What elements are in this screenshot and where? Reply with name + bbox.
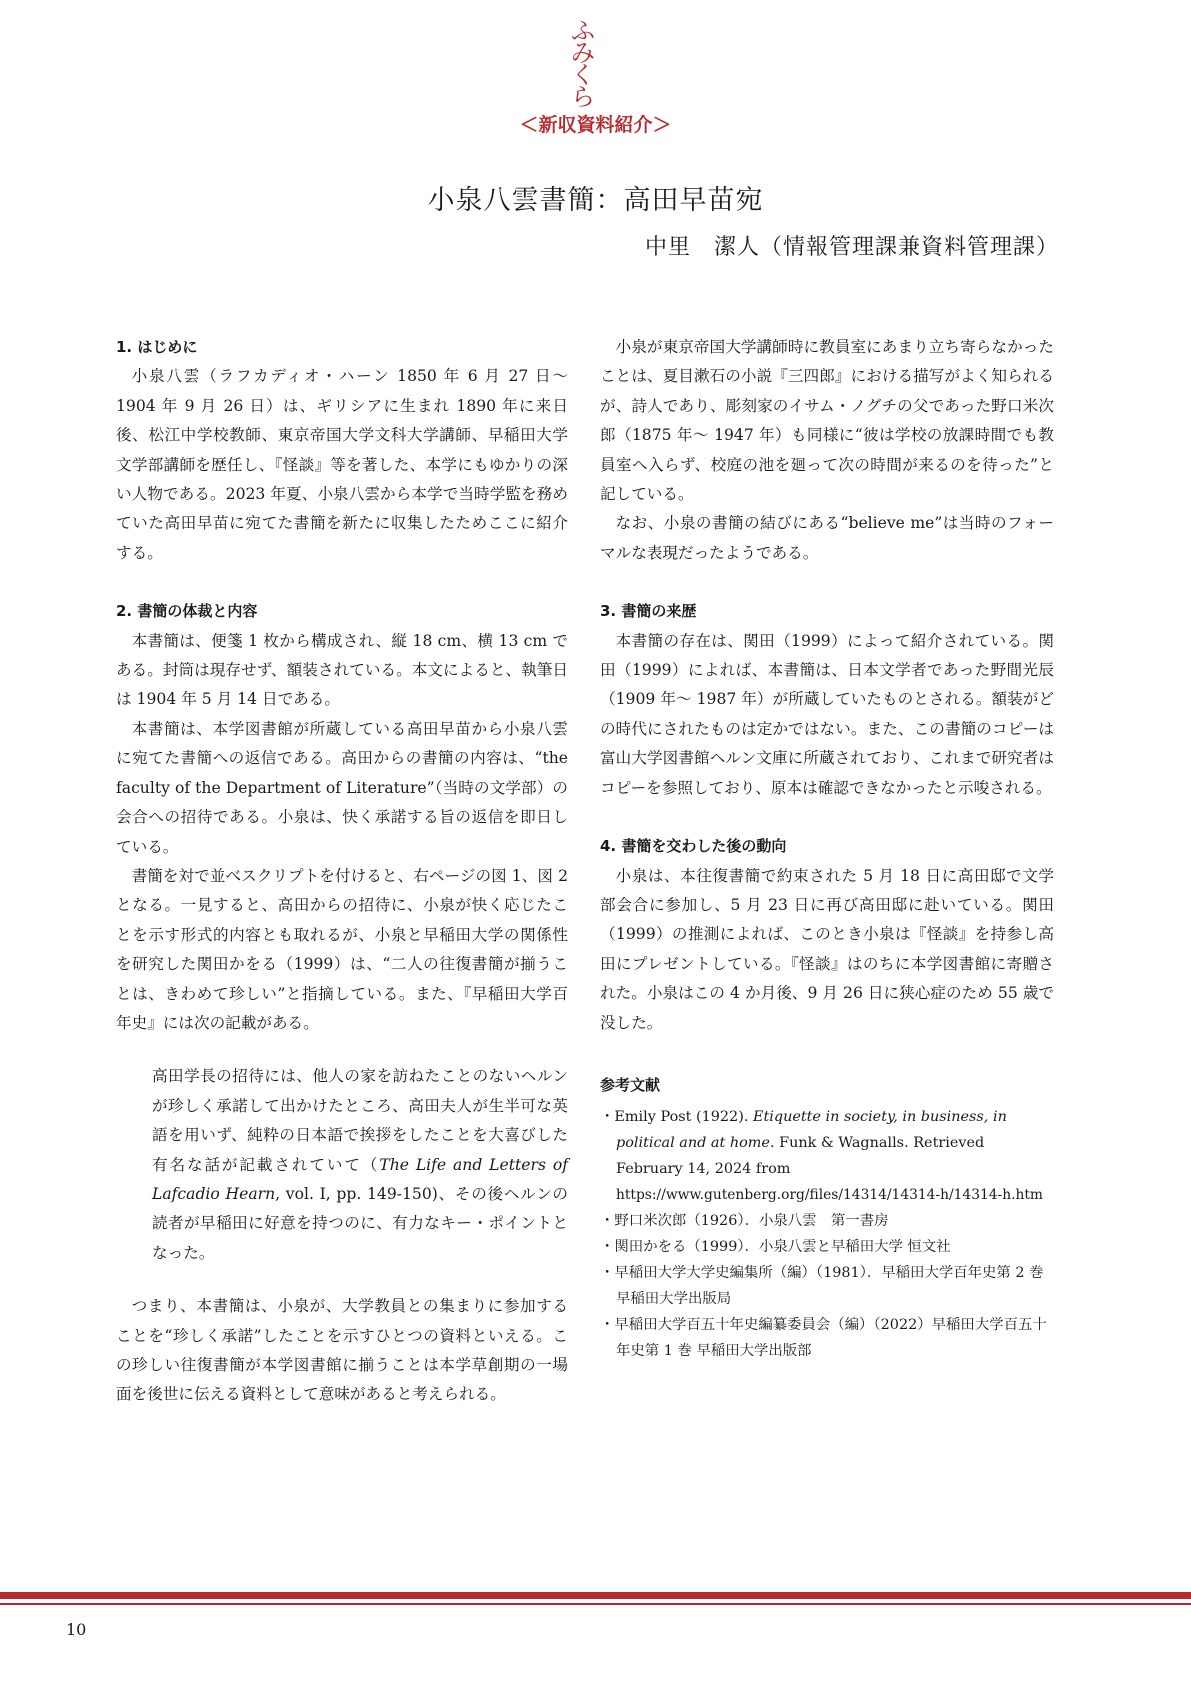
footer-rule-thick bbox=[0, 1592, 1191, 1599]
ref1-publisher: . Funk & Wagnalls. Retrieved February 14, 2024 from bbox=[616, 1135, 985, 1178]
section-heading-after: 4. 書簡を交わした後の動向 bbox=[600, 837, 787, 856]
ref1-url: https://www.gutenberg.org/files/14314/14314-h/14314-h.htm bbox=[616, 1187, 1043, 1204]
quote-text-b: , vol. I, pp. 149-150)、その後ヘルンの読者が早稲田に好意を持つのに、有力なキー・ポイントとなった。 bbox=[152, 1184, 568, 1262]
reference-item: ・ 早稲田大学大学史編集所（編）（1981）．早稲田大学百年史第 2 巻 早稲田大学出版局 bbox=[600, 1260, 1054, 1312]
page-number: 10 bbox=[66, 1620, 87, 1639]
author-line: 中里 潔人（情報管理課兼資料管理課） bbox=[644, 235, 1059, 260]
page-title: 小泉八雲書簡：高田早苗宛 bbox=[427, 185, 764, 216]
section-heading-provenance: 3. 書簡の来歴 bbox=[600, 602, 697, 621]
section-tag: ＜新収資料紹介＞ bbox=[519, 114, 672, 136]
form-paragraph-4: つまり、本書簡は、小泉が、大学教員との集まりに参加することを“珍しく承諾”したことを示すひとつの資料といえる。この珍しい往復書簡が本学図書館に揃うことは本学草創期の一場面を後世に伝える資料として意味があると考えられる。 bbox=[116, 1297, 568, 1404]
ref1-author: Emily Post (1922). bbox=[614, 1109, 753, 1126]
brand-char: く bbox=[571, 61, 595, 89]
right-paragraph-1: 小泉が東京帝国大学講師時に教員室にあまり立ち寄らなかったことは、夏目漱石の小説『三四郎』における描写がよく知られるが、詩人であり、彫刻家のイサム・ノグチの父であった野口米次郎（1875 年～ 1947 年）も同様に“彼は学校の放課時間でも教員室へ入らず、校庭の池を廻って次の時間が来るのを待った”と記している。 bbox=[600, 338, 1054, 504]
reference-item: ・ 野口米次郎（1926）．小泉八雲 第一書房 bbox=[600, 1208, 1054, 1234]
ref1-title: Etiquette in society, in business, in political and at home bbox=[616, 1109, 1007, 1152]
quote-text-a: 高田学長の招待には、他人の家を訪ねたことのないヘルンが珍しく承諾して出かけたところ、高田夫人が生半可な英語を用いず、純粋の日本語で挨拶をしたことを大喜びした有名な話が記載されていて（ bbox=[152, 1067, 568, 1174]
form-paragraph-2: 本書簡は、本学図書館が所蔵している高田早苗から小泉八雲に宛てた書簡への返信である。高田からの書簡の内容は、“the faculty of the Department of Literature”（当時の文学部）の会合への招待である。小泉は、快く承諾する旨の返信を即日している。 bbox=[116, 719, 568, 856]
reference-item: ・ 早稲田大学百五十年史編纂委員会（編）（2022）早稲田大学百五十年史第 1 巻 早稲田大学出版部 bbox=[600, 1312, 1054, 1364]
references-list bbox=[600, 1104, 1054, 1364]
brand-logo bbox=[568, 17, 598, 111]
after-paragraph: 小泉は、本往復書簡で約束された 5 月 18 日に高田邸で文学部会合に参加し、5 月 23 日に再び高田邸に赴いている。関田（1999）の推測によれば、このとき小泉は『怪談』を持参し高田にプレゼントしている。『怪談』はのちに本学図書館に寄贈された。小泉はこの 4 か月後、9 月 26 日に狭心症のため 55 歳で没した。 bbox=[600, 866, 1054, 1032]
brand-char: ふ bbox=[571, 17, 595, 45]
form-paragraph-1: 本書簡は、便箋 1 枚から構成され、縦 18 cm、横 13 cm である。封筒は現存せず、額装されている。本文によると、執筆日は 1904 年 5 月 14 日である。 bbox=[116, 631, 568, 709]
references-heading: 参考文献 bbox=[600, 1075, 661, 1094]
right-column bbox=[600, 333, 1054, 1364]
quote-book-title: The Life and Letters of Lafcadio Hearn bbox=[152, 1155, 568, 1203]
section-heading-intro: 1. はじめに bbox=[116, 338, 198, 356]
right-paragraph-2: なお、小泉の書簡の結びにある“believe me”は当時のフォーマルな表現だったようである。 bbox=[600, 514, 1054, 562]
provenance-paragraph: 本書簡の存在は、関田（1999）によって紹介されている。関田（1999）によれば、本書簡は、日本文学者であった野間光辰（1909 年～ 1987 年）が所蔵していたものとされる。額装がどの時代にされたものは定かではない。また、この書簡のコピーは富山大学図書館ヘルン文庫に所蔵されており、これまで研究者はコピーを参照しており、原本は確認できなかったと示唆される。 bbox=[600, 631, 1054, 797]
form-paragraph-3: 書簡を対で並べスクリプトを付けると、右ページの図 1、図 2 となる。一見すると、高田からの招待に、小泉が快く応じたことを示す形式的内容とも取れるが、小泉と早稲田大学の関係性を研究した関田かをる（1999）は、“二人の往復書簡が揃うことは、きわめて珍しい”と指摘している。また、『早稲田大学百年史』には次の記載がある。 bbox=[116, 866, 568, 1032]
reference-item bbox=[600, 1104, 1054, 1208]
brand-char: み bbox=[571, 39, 595, 67]
reference-item: ・ 関田かをる（1999）．小泉八雲と早稲田大学 恒文社 bbox=[600, 1234, 1054, 1260]
left-column bbox=[116, 333, 568, 1410]
section-heading-form: 2. 書簡の体裁と内容 bbox=[116, 602, 258, 621]
intro-paragraph: 小泉八雲（ラフカディオ・ハーン 1850 年 6 月 27 日～ 1904 年 9 月 26 日）は、ギリシアに生まれ 1890 年に来日後、松江中学校教師、東京帝国大学文科大学講師、早稲田大学文学部講師を歴任し、『怪談』等を著した、本学にもゆかりの深い人物である。2023 年夏、小泉八雲から本学で当時学監を務めていた高田早苗に宛てた書簡を新たに収集したためここに紹介する。 bbox=[116, 367, 568, 562]
footer-rule-thin bbox=[0, 1603, 1191, 1605]
brand-char: ら bbox=[571, 83, 595, 111]
block-quote bbox=[152, 1062, 568, 1268]
